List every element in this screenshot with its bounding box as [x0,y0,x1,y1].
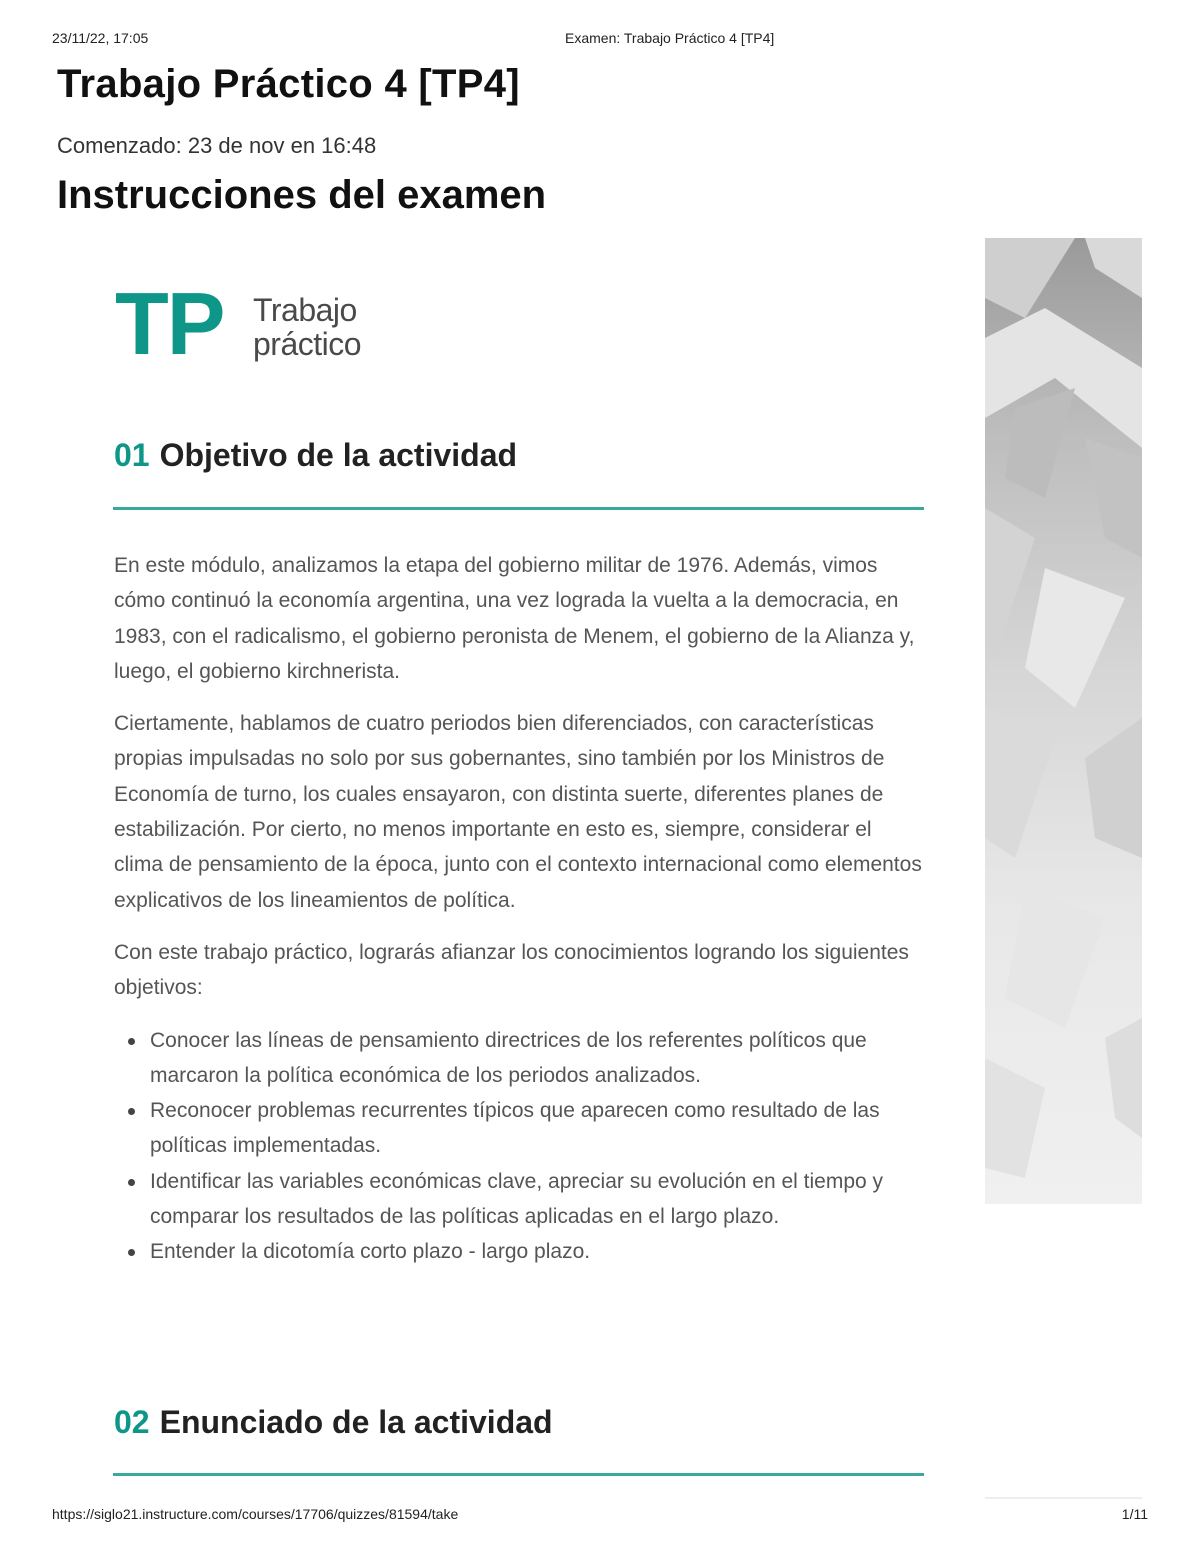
paragraph: En este módulo, analizamos la etapa del gobierno militar de 1976. Además, vimos cómo continuó la economía argentina, una vez lograda la vuelta a la democracia, en 1983, con el radicalismo, el gobierno peronista de Menem, el gobierno de la Alianza y, luego, el gobierno kirchnerista. [114,554,915,683]
print-header [52,30,1148,50]
section-title: Enunciado de la actividad [159,1404,553,1440]
section-number: 01 [114,437,150,473]
section-divider [113,1473,924,1476]
tp-logo-letters: TP [115,274,224,373]
section-divider [113,507,924,510]
list-item: Entender la dicotomía corto plazo - largo plazo. [114,1234,926,1269]
tp-logo-word1: Trabajo [253,292,357,328]
list-item: Conocer las líneas de pensamiento directrices de los referentes políticos que marcaron la política económica de los periodos analizados. [114,1023,926,1094]
objectives-list [114,1023,926,1270]
paragraph: Con este trabajo práctico, lograrás afianzar los conocimientos logrando los siguientes objetivos: [114,940,909,1000]
print-date: 23/11/22, 17:05 [52,30,149,46]
print-footer [52,1506,1148,1526]
paragraph: Ciertamente, hablamos de cuatro periodos bien diferenciados, con características propias impulsadas no solo por sus gobernantes, sino también por los Ministros de Economía de turno, los cuales ensayaron, con distinta suerte, diferentes planes de estabilización. Por cierto, no menos importante en esto es, siempre, considerar el clima de pensamiento de la época, junto con el contexto internacional como elementos explicativos de los lineamientos de política. [114,712,922,912]
list-item: Reconocer problemas recurrentes típicos que aparecen como resultado de las políticas implementadas. [114,1093,926,1164]
section-title: Objetivo de la actividad [159,437,518,473]
tp-logo [115,274,395,378]
list-item: Identificar las variables económicas clave, apreciar su evolución en el tiempo y comparar los resultados de las políticas aplicadas en el largo plazo. [114,1164,926,1235]
started-timestamp: Comenzado: 23 de nov en 16:48 [57,133,377,158]
print-doc-title: Examen: Trabajo Práctico 4 [TP4] [565,30,775,46]
print-url: https://siglo21.instructure.com/courses/17706/quizzes/81594/take [52,1506,459,1522]
section-heading-statement [114,1404,553,1441]
page-number: 1/11 [1121,1506,1148,1522]
objective-body [114,548,926,1270]
section-number: 02 [114,1404,150,1440]
side-divider [985,1497,1142,1499]
instructions-title: Instrucciones del examen [57,173,547,217]
tp-logo-words [253,293,361,361]
section-heading-objective [114,437,517,474]
tp-logo-word2: práctico [253,326,362,362]
decorative-side-image [985,238,1142,1204]
page-title: Trabajo Práctico 4 [TP4] [57,62,520,106]
